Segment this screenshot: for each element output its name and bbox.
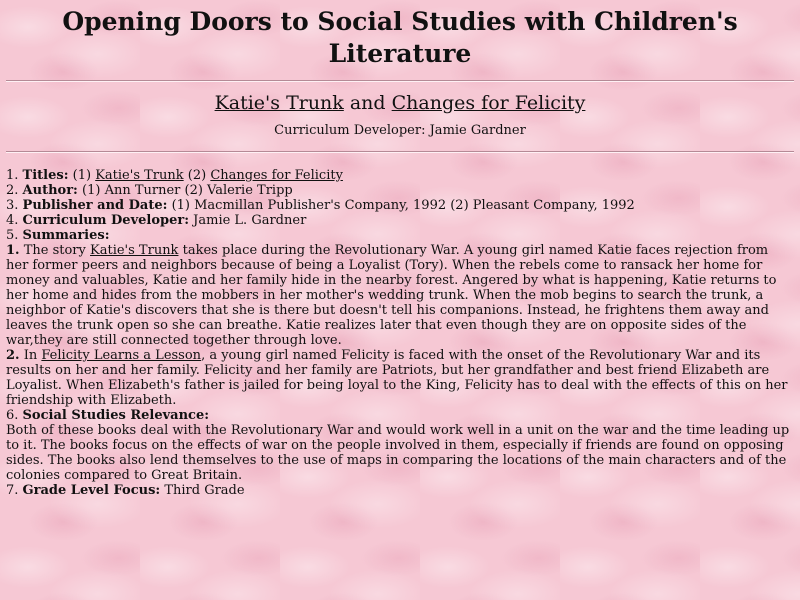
item-label-grade-level: Grade Level Focus:: [22, 483, 161, 498]
publisher-value: (1) Macmillan Publisher's Company, 1992 (2) Pleasant Company, 1992: [171, 198, 635, 213]
titles-prefix-1: (1): [72, 168, 92, 183]
summary-1: [6, 243, 794, 348]
link-summary-felicity-learns-a-lesson[interactable]: Felicity Learns a Lesson: [41, 348, 202, 363]
link-katies-trunk[interactable]: Katie's Trunk: [214, 92, 344, 114]
relevance-text: Both of these books deal with the Revolutionary War and would work well in a unit on the war and the time leading up to it. The books focus on the effects of war on the people involved in them, especially if friends are found on opposing sides. The books also lend themselves to the use of maps in comparing the locations of the main characters and of the colonies compared to Great Britain.: [6, 423, 790, 483]
item-number: 3.: [6, 198, 19, 213]
author-value: (1) Ann Turner (2) Valerie Tripp: [82, 183, 293, 198]
divider-bottom: [6, 151, 794, 153]
item-label-titles: Titles:: [22, 168, 69, 183]
item-label-summaries: Summaries:: [22, 228, 110, 243]
subtitle-and: and: [349, 92, 386, 114]
item-label-publisher: Publisher and Date:: [22, 198, 168, 213]
item-summaries: [6, 228, 794, 243]
titles-prefix-2: (2): [187, 168, 207, 183]
summary-1-intro: The story: [23, 243, 86, 258]
summary-2-intro: In: [23, 348, 38, 363]
link-titles-katies-trunk[interactable]: Katie's Trunk: [95, 168, 184, 183]
item-label-relevance: Social Studies Relevance:: [22, 408, 210, 423]
item-number: 7.: [6, 483, 19, 498]
item-number: 4.: [6, 213, 19, 228]
item-label-author: Author:: [22, 183, 78, 198]
summary-number: 2.: [6, 348, 20, 363]
item-number: 1.: [6, 168, 19, 183]
link-changes-for-felicity[interactable]: Changes for Felicity: [391, 92, 586, 114]
summary-1-text: takes place during the Revolutionary War. A young girl named Katie faces rejection from her former peers and neighbors because of being a Loyalist (Tory). When the rebels come to ransack her home for money and valuables, Katie and her family hide in the nearby forest. Angered by what is happening, Katie returns to her home and hides from the mobbers in her mother's wedding trunk. When the mob begins to search the trunk, a neighbor of Katie's discovers that she is there but doesn't tell his companions. Instead, he frightens them away and leaves the trunk open so she can breathe. Katie realizes later that even though they are on opposite sides of the war,they are still connected together through love.: [6, 243, 777, 348]
item-grade-level: [6, 483, 794, 498]
divider-top: [6, 80, 794, 82]
item-publisher: [6, 198, 794, 213]
item-curriculum-developer: [6, 213, 794, 228]
item-number: 2.: [6, 183, 19, 198]
item-number: 5.: [6, 228, 19, 243]
page-title: Opening Doors to Social Studies with Children's Literature: [62, 7, 738, 68]
summary-number: 1.: [6, 243, 20, 258]
item-number: 6.: [6, 408, 19, 423]
curriculum-developer-value: Jamie L. Gardner: [193, 213, 307, 228]
link-titles-changes-for-felicity[interactable]: Changes for Felicity: [210, 168, 343, 183]
summary-2-text: , a young girl named Felicity is faced with the onset of the Revolutionary War and its results on her and her family. Felicity and her family are Patriots, but her grandfather and best friend Elizabeth are Loyalist. When Elizabeth's father is jailed for being loyal to the King, Felicity has to deal with the effects of this on her friendship with Elizabeth.: [6, 348, 788, 408]
item-titles: [6, 168, 794, 183]
lesson-content: [0, 168, 800, 498]
book-subtitle: [0, 91, 800, 115]
item-label-curriculum-developer: Curriculum Developer:: [22, 213, 190, 228]
summary-2: [6, 348, 794, 408]
item-relevance: [6, 408, 794, 483]
link-summary-katies-trunk[interactable]: Katie's Trunk: [90, 243, 179, 258]
grade-level-value: Third Grade: [164, 483, 245, 498]
curriculum-developer-line: Curriculum Developer: Jamie Gardner: [274, 123, 526, 138]
item-author: [6, 183, 794, 198]
